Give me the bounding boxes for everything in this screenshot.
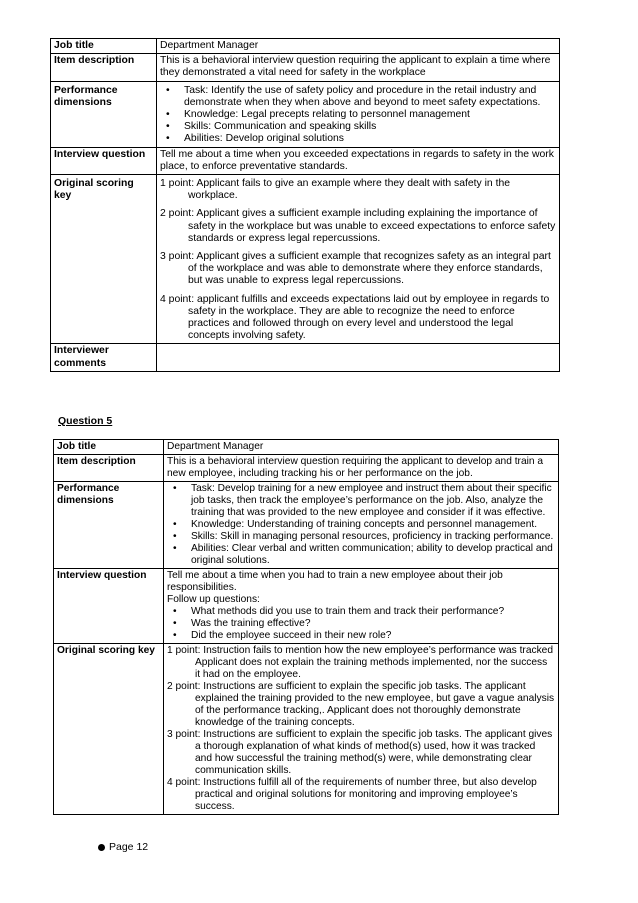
job-title-label: Job title: [54, 440, 164, 455]
list-item: • Task: Develop training for a new employee and instruct them about their specific job tasks, then track the employee’s performance on the job. Also, analyze the training that was provided to the new employee and consider if it was effective.: [173, 483, 552, 518]
performance-dimensions-cell: [157, 81, 560, 147]
list-item: • Knowledge: Understanding of training concepts and personnel management.: [173, 519, 538, 530]
bullet-icon: •: [173, 630, 177, 641]
performance-dimensions-cell: [164, 482, 559, 569]
scoring-key-cell: [157, 175, 560, 344]
scoring-key-label: Original scoring key: [51, 175, 157, 344]
table-row: [51, 39, 560, 54]
item-description-value: This is a behavioral interview question requiring the applicant to develop and train a new employee, including tracking his or her performance on the job.: [164, 455, 559, 482]
table-row: [54, 440, 559, 455]
scoring-item: 4 point: Instructions fulfill all of the requirements of number three, but also develop practical and original solutions for monitoring and improving employee’s success.: [167, 777, 537, 812]
interviewer-comments-label: Interviewer comments: [51, 344, 157, 371]
table-row: [51, 81, 560, 147]
page-number: Page 12: [109, 841, 149, 853]
table-row: [51, 147, 560, 174]
list-item: • Task: Identify the use of safety policy and procedure in the retail industry and demonstrate when they when above and beyond to meet safety expectations.: [166, 84, 541, 108]
item-description-value: This is a behavioral interview question requiring the applicant to explain a time where they demonstrated a vital need for safety in the workplace: [157, 54, 560, 81]
list-item: • Abilities: Develop original solutions: [166, 133, 344, 145]
item-description-label: Item description: [51, 54, 157, 81]
question4-table: [50, 38, 560, 372]
list-item: • Skills: Communication and speaking skills: [166, 121, 377, 133]
interview-question-value: Tell me about a time when you exceeded expectations in regards to safety in the work place, to enforce preventative standards.: [157, 147, 560, 174]
table-row: [54, 569, 559, 644]
question5-table: [53, 439, 559, 815]
bullet-icon: •: [166, 133, 170, 145]
job-title-label: Job title: [51, 39, 157, 54]
scoring-item: 1 point: Applicant fails to give an example where they dealt with safety in the workplace.: [160, 178, 511, 202]
interview-question-label: Interview question: [51, 147, 157, 174]
job-title-value: Department Manager: [157, 39, 560, 54]
performance-dimensions-list: [167, 483, 555, 567]
job-title-value: Department Manager: [164, 440, 559, 455]
scoring-item: 2 point: Applicant gives a sufficient example including explaining the importance of safety in the workplace but was unable to exceed expectations to enforce safety standards or express legal repercussions.: [160, 208, 556, 244]
table-row: [54, 644, 559, 815]
table-row: [51, 175, 560, 344]
performance-dimensions-list: [160, 85, 556, 146]
scoring-item: 1 point: Instruction fails to mention how the new employee’s performance was tracked Applicant does not explain the training methods implemented, nor the success it had on the employee.: [167, 645, 554, 680]
page-footer: [98, 841, 148, 853]
bullet-icon: •: [166, 109, 170, 121]
scoring-key-cell: [164, 644, 559, 815]
interview-question-label: Interview question: [54, 569, 164, 644]
interview-question-cell: [164, 569, 559, 644]
performance-dimensions-label: Performance dimensions: [54, 482, 164, 569]
table-row: [51, 344, 560, 371]
scoring-item: 3 point: Instructions are sufficient to explain the specific job tasks. The applicant gives a thorough explanation of what kinds of method(s) used, how it was tracked and how successful the training method(s) were, while demonstrating clear communication skills.: [167, 729, 553, 776]
item-description-label: Item description: [54, 455, 164, 482]
bullet-icon: •: [166, 84, 170, 96]
interviewer-comments-value: [157, 344, 560, 371]
bullet-icon: •: [173, 519, 177, 530]
bullet-icon: •: [173, 618, 177, 629]
scoring-item: 2 point: Instructions are sufficient to explain the specific job tasks. The applicant explained the training provided to the new employee, but gave a vague analysis of the performance tracking,. Applicant does not thoroughly demonstrate knowledge of the training concepts.: [167, 681, 555, 728]
followup-list: [167, 606, 555, 642]
bullet-icon: [98, 844, 105, 851]
bullet-icon: •: [173, 531, 177, 542]
bullet-icon: •: [166, 121, 170, 133]
bullet-icon: •: [173, 483, 177, 494]
list-item: • What methods did you use to train them and track their performance?: [173, 606, 505, 617]
list-item: • Did the employee succeed in their new role?: [173, 630, 392, 641]
scoring-item: 4 point: applicant fulfills and exceeds expectations laid out by employee in regards to safety in the workplace. They are able to recognize the need to enforce practices and followed through on every level and understood the legal concepts involving safety.: [160, 293, 550, 342]
table-row: [54, 482, 559, 569]
bullet-icon: •: [173, 543, 177, 554]
list-item: • Was the training effective?: [173, 618, 311, 629]
bullet-icon: •: [173, 606, 177, 617]
scoring-item: 3 point: Applicant gives a sufficient example that recognizes safety as an integral part of the workplace and was able to demonstrate where they enforce standards, but was unable to express legal repercussions.: [160, 251, 551, 287]
list-item: • Skills: Skill in managing personal resources, proficiency in tracking performance.: [173, 531, 554, 542]
performance-dimensions-label: Performance dimensions: [51, 81, 157, 147]
list-item: • Abilities: Clear verbal and written communication; ability to develop practical and original solutions.: [173, 543, 553, 566]
scoring-key-label: Original scoring key: [54, 644, 164, 815]
followup-label: Follow up questions:: [167, 594, 260, 605]
question-heading: Question 5: [58, 415, 113, 427]
table-row: [54, 455, 559, 482]
list-item: • Knowledge: Legal precepts relating to personnel management: [166, 109, 470, 121]
interview-question-value: Tell me about a time when you had to train a new employee about their job responsibilities.: [167, 570, 503, 593]
table-row: [51, 54, 560, 81]
